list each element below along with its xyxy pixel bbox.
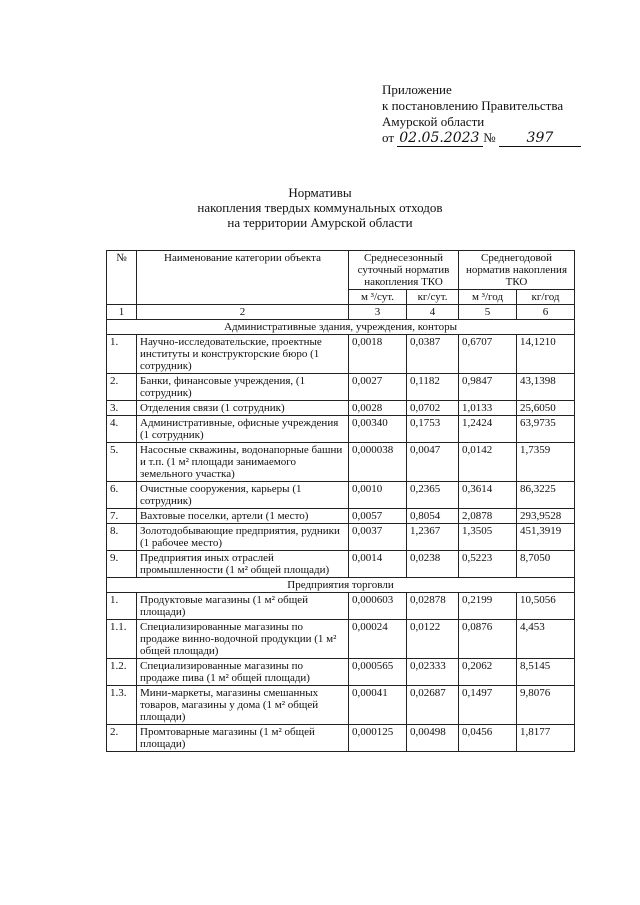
unit-kg-year: кг/год bbox=[517, 290, 575, 305]
norm-value: 0,02878 bbox=[407, 593, 459, 620]
norm-value: 0,1753 bbox=[407, 416, 459, 443]
table-row bbox=[107, 524, 575, 551]
norm-value: 293,9528 bbox=[517, 509, 575, 524]
document-title bbox=[0, 185, 640, 230]
norm-value: 0,00340 bbox=[349, 416, 407, 443]
norm-value: 0,0238 bbox=[407, 551, 459, 578]
section-row bbox=[107, 320, 575, 335]
norm-value: 86,3225 bbox=[517, 482, 575, 509]
norm-value: 0,9847 bbox=[459, 374, 517, 401]
norm-value: 0,1497 bbox=[459, 686, 517, 725]
norm-value: 0,3614 bbox=[459, 482, 517, 509]
column-number-row bbox=[107, 305, 575, 320]
category-name: Насосные скважины, водонапорные башни и т.п. (1 м² площади занимаемого земельного участка) bbox=[137, 443, 349, 482]
table-row bbox=[107, 482, 575, 509]
row-number: 1. bbox=[107, 593, 137, 620]
date-prefix: от bbox=[382, 130, 395, 145]
table-row bbox=[107, 551, 575, 578]
row-number: 3. bbox=[107, 401, 137, 416]
norm-value: 0,02333 bbox=[407, 659, 459, 686]
norm-value: 0,8054 bbox=[407, 509, 459, 524]
table-row bbox=[107, 725, 575, 752]
norm-value: 0,0028 bbox=[349, 401, 407, 416]
norm-value: 8,5145 bbox=[517, 659, 575, 686]
norm-value: 0,0018 bbox=[349, 335, 407, 374]
unit-kg-day: кг/сут. bbox=[407, 290, 459, 305]
norm-value: 1,3505 bbox=[459, 524, 517, 551]
norm-value: 0,000125 bbox=[349, 725, 407, 752]
row-number: 5. bbox=[107, 443, 137, 482]
norm-value: 8,7050 bbox=[517, 551, 575, 578]
norm-value: 0,0456 bbox=[459, 725, 517, 752]
norm-value: 0,00024 bbox=[349, 620, 407, 659]
norm-value: 0,2365 bbox=[407, 482, 459, 509]
norm-value: 10,5056 bbox=[517, 593, 575, 620]
table-row bbox=[107, 401, 575, 416]
norm-value: 0,0702 bbox=[407, 401, 459, 416]
row-number: 2. bbox=[107, 374, 137, 401]
category-name: Промтоварные магазины (1 м² общей площади) bbox=[137, 725, 349, 752]
norm-value: 0,6707 bbox=[459, 335, 517, 374]
norm-value: 14,1210 bbox=[517, 335, 575, 374]
category-name: Мини-маркеты, магазины смешанных товаров, магазины у дома (1 м² общей площади) bbox=[137, 686, 349, 725]
category-name: Золотодобывающие предприятия, рудники (1 рабочее место) bbox=[137, 524, 349, 551]
title-line-1: Нормативы bbox=[288, 185, 352, 200]
category-name: Вахтовые поселки, артели (1 место) bbox=[137, 509, 349, 524]
row-number: 1.1. bbox=[107, 620, 137, 659]
row-number: 1. bbox=[107, 335, 137, 374]
category-name: Банки, финансовые учреждения, (1 сотрудник) bbox=[137, 374, 349, 401]
category-name: Продуктовые магазины (1 м² общей площади) bbox=[137, 593, 349, 620]
row-number: 7. bbox=[107, 509, 137, 524]
norm-value: 63,9735 bbox=[517, 416, 575, 443]
section-title: Предприятия торговли bbox=[107, 578, 575, 593]
date-handwritten: 02.05.2023 bbox=[397, 130, 483, 147]
norm-value: 451,3919 bbox=[517, 524, 575, 551]
title-line-3: на территории Амурской области bbox=[227, 215, 413, 230]
col-number: 2 bbox=[137, 305, 349, 320]
col-number: 6 bbox=[517, 305, 575, 320]
category-name: Специализированные магазины по продаже пива (1 м² общей площади) bbox=[137, 659, 349, 686]
category-name: Научно-исследовательские, проектные институты и конструкторские бюро (1 сотрудник) bbox=[137, 335, 349, 374]
table-row bbox=[107, 374, 575, 401]
category-name: Специализированные магазины по продаже винно-водочной продукции (1 м² общей площади) bbox=[137, 620, 349, 659]
norm-value: 0,0014 bbox=[349, 551, 407, 578]
col-number: 3 bbox=[349, 305, 407, 320]
category-name: Отделения связи (1 сотрудник) bbox=[137, 401, 349, 416]
norm-value: 43,1398 bbox=[517, 374, 575, 401]
row-number: 2. bbox=[107, 725, 137, 752]
number-prefix: № bbox=[483, 130, 496, 145]
table-row bbox=[107, 659, 575, 686]
row-number: 8. bbox=[107, 524, 137, 551]
norm-value: 0,0047 bbox=[407, 443, 459, 482]
norm-value: 0,000565 bbox=[349, 659, 407, 686]
row-number: 6. bbox=[107, 482, 137, 509]
table-row bbox=[107, 593, 575, 620]
appendix-decree: к постановлению Правительства bbox=[382, 98, 564, 113]
norm-value: 0,1182 bbox=[407, 374, 459, 401]
norm-value: 0,0027 bbox=[349, 374, 407, 401]
category-name: Очистные сооружения, карьеры (1 сотрудник) bbox=[137, 482, 349, 509]
table-row bbox=[107, 443, 575, 482]
header-name: Наименование категории объекта bbox=[137, 251, 349, 305]
section-title: Административные здания, учреждения, конторы bbox=[107, 320, 575, 335]
unit-m3-day: м ³/сут. bbox=[349, 290, 407, 305]
norm-value: 1,7359 bbox=[517, 443, 575, 482]
table-row bbox=[107, 335, 575, 374]
col-number: 4 bbox=[407, 305, 459, 320]
norm-value: 0,2199 bbox=[459, 593, 517, 620]
norm-value: 0,0057 bbox=[349, 509, 407, 524]
norms-table bbox=[106, 250, 575, 752]
norm-value: 0,00041 bbox=[349, 686, 407, 725]
norm-value: 0,5223 bbox=[459, 551, 517, 578]
norm-value: 0,2062 bbox=[459, 659, 517, 686]
norm-value: 25,6050 bbox=[517, 401, 575, 416]
row-number: 4. bbox=[107, 416, 137, 443]
category-name: Предприятия иных отраслей промышленности (1 м² общей площади) bbox=[137, 551, 349, 578]
header-yearly: Среднегодовой норматив накопления ТКО bbox=[459, 251, 575, 290]
table-row bbox=[107, 686, 575, 725]
section-row bbox=[107, 578, 575, 593]
norm-value: 0,0142 bbox=[459, 443, 517, 482]
table-row bbox=[107, 509, 575, 524]
appendix-region: Амурской области bbox=[382, 114, 485, 129]
col-number: 1 bbox=[107, 305, 137, 320]
norm-value: 0,0876 bbox=[459, 620, 517, 659]
norm-value: 0,02687 bbox=[407, 686, 459, 725]
col-number: 5 bbox=[459, 305, 517, 320]
norm-value: 0,0387 bbox=[407, 335, 459, 374]
table-row bbox=[107, 416, 575, 443]
norm-value: 9,8076 bbox=[517, 686, 575, 725]
appendix-title: Приложение bbox=[382, 82, 452, 97]
norm-value: 1,0133 bbox=[459, 401, 517, 416]
norm-value: 0,000603 bbox=[349, 593, 407, 620]
title-line-2: накопления твердых коммунальных отходов bbox=[197, 200, 443, 215]
norm-value: 1,2367 bbox=[407, 524, 459, 551]
unit-m3-year: м ³/год bbox=[459, 290, 517, 305]
norm-value: 1,8177 bbox=[517, 725, 575, 752]
number-handwritten: 397 bbox=[499, 130, 581, 147]
norm-value: 1,2424 bbox=[459, 416, 517, 443]
appendix-date-line bbox=[382, 130, 581, 147]
category-name: Административные, офисные учреждения (1 сотрудник) bbox=[137, 416, 349, 443]
row-number: 1.3. bbox=[107, 686, 137, 725]
norm-value: 0,00498 bbox=[407, 725, 459, 752]
norm-value: 0,0037 bbox=[349, 524, 407, 551]
row-number: 1.2. bbox=[107, 659, 137, 686]
header-daily: Среднесезонный суточный норматив накопления ТКО bbox=[349, 251, 459, 290]
norm-value: 2,0878 bbox=[459, 509, 517, 524]
norm-value: 4,453 bbox=[517, 620, 575, 659]
header-num: № bbox=[107, 251, 137, 305]
norm-value: 0,0010 bbox=[349, 482, 407, 509]
header-row bbox=[107, 251, 575, 290]
norm-value: 0,000038 bbox=[349, 443, 407, 482]
row-number: 9. bbox=[107, 551, 137, 578]
norm-value: 0,0122 bbox=[407, 620, 459, 659]
appendix-block bbox=[382, 82, 581, 147]
table-row bbox=[107, 620, 575, 659]
